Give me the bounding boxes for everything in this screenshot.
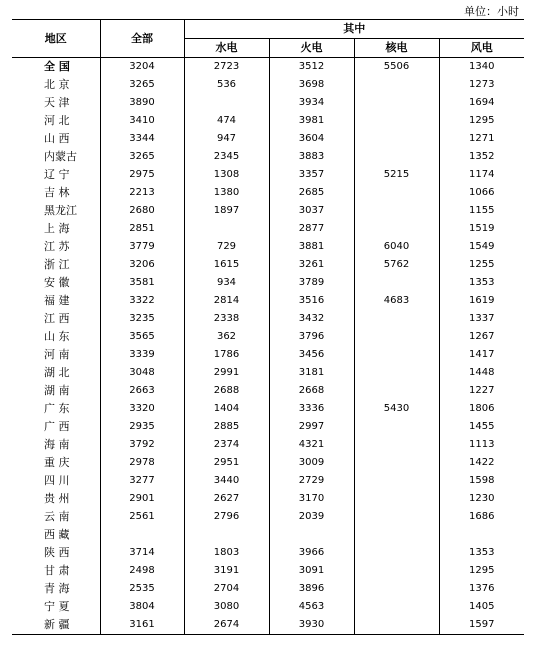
row-total: 2561 — [100, 508, 184, 526]
row-wind: 1155 — [469, 205, 495, 216]
row-wind: 1405 — [469, 601, 495, 612]
row-thermal: 3604 — [269, 130, 354, 148]
row-region: 西 藏 — [12, 526, 100, 544]
row-thermal: 2729 — [269, 472, 354, 490]
row-total: 2680 — [100, 202, 184, 220]
row-nuclear — [354, 148, 439, 166]
row-wind: 1295 — [469, 115, 495, 126]
row-nuclear: 5762 — [354, 256, 439, 274]
row-thermal: 4563 — [269, 598, 354, 616]
row-total: 3339 — [100, 346, 184, 364]
row-total: 3890 — [100, 94, 184, 112]
row-region: 甘 肃 — [12, 562, 100, 580]
row-region: 湖 南 — [12, 382, 100, 400]
row-total: 2498 — [100, 562, 184, 580]
row-wind: 1174 — [469, 169, 495, 180]
row-thermal: 3881 — [269, 238, 354, 256]
row-hydro: 1803 — [184, 544, 269, 562]
row-region: 辽 宁 — [12, 166, 100, 184]
row-wind: 1376 — [469, 583, 495, 594]
row-thermal: 3896 — [269, 580, 354, 598]
row-thermal: 2039 — [269, 508, 354, 526]
row-region: 江 苏 — [12, 238, 100, 256]
row-region: 上 海 — [12, 220, 100, 238]
row-hydro: 2674 — [184, 616, 269, 635]
row-hydro: 2991 — [184, 364, 269, 382]
row-region: 贵 州 — [12, 490, 100, 508]
row-wind: 1352 — [469, 151, 495, 162]
table-row — [12, 256, 524, 274]
table-row — [12, 346, 524, 364]
row-total: 3277 — [100, 472, 184, 490]
row-region: 陕 西 — [12, 544, 100, 562]
row-wind: 1255 — [469, 259, 495, 270]
row-wind: 1448 — [469, 367, 495, 378]
row-hydro: 2688 — [184, 382, 269, 400]
row-thermal: 4321 — [269, 436, 354, 454]
row-total: 3322 — [100, 292, 184, 310]
row-thermal: 3934 — [269, 94, 354, 112]
row-hydro: 2704 — [184, 580, 269, 598]
row-thermal: 2685 — [269, 184, 354, 202]
row-nuclear — [354, 112, 439, 130]
row-region: 广 东 — [12, 400, 100, 418]
table-row — [12, 58, 524, 77]
row-nuclear — [354, 220, 439, 238]
utilization-hours-table — [12, 19, 524, 635]
row-hydro: 729 — [184, 238, 269, 256]
row-total: 2213 — [100, 184, 184, 202]
row-thermal: 3181 — [269, 364, 354, 382]
row-region: 宁 夏 — [12, 598, 100, 616]
header-nuclear: 核电 — [354, 39, 439, 58]
row-wind: 1113 — [469, 439, 495, 450]
row-thermal: 3432 — [269, 310, 354, 328]
row-nuclear — [354, 310, 439, 328]
table-row — [12, 94, 524, 112]
row-hydro: 2885 — [184, 418, 269, 436]
row-hydro: 1615 — [184, 256, 269, 274]
table-row — [12, 76, 524, 94]
row-region: 河 南 — [12, 346, 100, 364]
row-wind — [439, 526, 524, 544]
row-hydro: 2345 — [184, 148, 269, 166]
row-total: 3265 — [100, 148, 184, 166]
row-thermal — [269, 526, 354, 544]
row-wind: 1417 — [469, 349, 495, 360]
row-total: 2663 — [100, 382, 184, 400]
row-nuclear — [354, 472, 439, 490]
table-row — [12, 580, 524, 598]
row-region: 内蒙古 — [12, 148, 100, 166]
row-thermal: 3261 — [269, 256, 354, 274]
row-total: 3581 — [100, 274, 184, 292]
row-total: 3804 — [100, 598, 184, 616]
row-thermal: 3512 — [269, 58, 354, 77]
row-hydro: 947 — [184, 130, 269, 148]
row-total: 3344 — [100, 130, 184, 148]
table-row — [12, 562, 524, 580]
row-total: 3792 — [100, 436, 184, 454]
row-hydro: 2627 — [184, 490, 269, 508]
row-region: 福 建 — [12, 292, 100, 310]
row-region: 广 西 — [12, 418, 100, 436]
table-row — [12, 454, 524, 472]
row-wind: 1694 — [469, 97, 495, 108]
row-nuclear — [354, 454, 439, 472]
row-thermal: 3966 — [269, 544, 354, 562]
row-region: 湖 北 — [12, 364, 100, 382]
row-region: 新 疆 — [12, 616, 100, 635]
row-wind: 1549 — [469, 241, 495, 252]
row-total: 3565 — [100, 328, 184, 346]
row-nuclear — [354, 274, 439, 292]
row-nuclear — [354, 382, 439, 400]
row-wind: 1340 — [469, 61, 495, 72]
row-region: 吉 林 — [12, 184, 100, 202]
row-nuclear — [354, 94, 439, 112]
table-row — [12, 418, 524, 436]
row-region: 海 南 — [12, 436, 100, 454]
row-nuclear: 5506 — [354, 58, 439, 77]
table-row — [12, 364, 524, 382]
row-total: 3204 — [100, 58, 184, 77]
row-thermal: 3037 — [269, 202, 354, 220]
row-hydro: 1380 — [184, 184, 269, 202]
row-wind: 1422 — [469, 457, 495, 468]
row-region: 天 津 — [12, 94, 100, 112]
header-region: 地区 — [12, 20, 100, 58]
row-wind: 1598 — [469, 475, 495, 486]
row-region: 四 川 — [12, 472, 100, 490]
row-total: 2535 — [100, 580, 184, 598]
row-region: 北 京 — [12, 76, 100, 94]
table-row — [12, 184, 524, 202]
row-total: 3048 — [100, 364, 184, 382]
row-hydro: 362 — [184, 328, 269, 346]
row-nuclear — [354, 508, 439, 526]
row-thermal: 2668 — [269, 382, 354, 400]
table-row — [12, 544, 524, 562]
table-row — [12, 112, 524, 130]
row-total: 2851 — [100, 220, 184, 238]
row-hydro: 1786 — [184, 346, 269, 364]
row-thermal: 3091 — [269, 562, 354, 580]
row-hydro: 474 — [184, 112, 269, 130]
row-hydro: 536 — [184, 76, 269, 94]
row-nuclear — [354, 580, 439, 598]
row-wind: 1271 — [469, 133, 495, 144]
table-row — [12, 274, 524, 292]
table-row — [12, 400, 524, 418]
row-hydro: 1308 — [184, 166, 269, 184]
row-thermal: 3796 — [269, 328, 354, 346]
row-wind: 1295 — [469, 565, 495, 576]
row-wind: 1273 — [469, 79, 495, 90]
row-nuclear — [354, 328, 439, 346]
table-row — [12, 202, 524, 220]
header-thermal: 火电 — [269, 39, 354, 58]
row-region: 黑龙江 — [12, 202, 100, 220]
row-nuclear: 5215 — [354, 166, 439, 184]
table-row — [12, 526, 524, 544]
row-hydro: 2951 — [184, 454, 269, 472]
table-row — [12, 148, 524, 166]
row-hydro: 3080 — [184, 598, 269, 616]
row-region: 重 庆 — [12, 454, 100, 472]
row-total: 2935 — [100, 418, 184, 436]
table-row — [12, 238, 524, 256]
row-hydro: 2338 — [184, 310, 269, 328]
row-nuclear: 4683 — [354, 292, 439, 310]
row-wind: 1806 — [469, 403, 495, 414]
row-wind: 1267 — [469, 331, 495, 342]
row-thermal: 2877 — [269, 220, 354, 238]
row-total: 3206 — [100, 256, 184, 274]
table-row — [12, 328, 524, 346]
row-wind: 1230 — [469, 493, 495, 504]
row-thermal: 3789 — [269, 274, 354, 292]
row-total: 3320 — [100, 400, 184, 418]
row-nuclear: 6040 — [354, 238, 439, 256]
row-hydro: 2374 — [184, 436, 269, 454]
row-hydro: 3440 — [184, 472, 269, 490]
row-thermal: 3336 — [269, 400, 354, 418]
row-total: 3161 — [100, 616, 184, 635]
row-hydro: 3191 — [184, 562, 269, 580]
table-row — [12, 130, 524, 148]
row-thermal: 3981 — [269, 112, 354, 130]
row-wind: 1353 — [469, 547, 495, 558]
table-row — [12, 616, 524, 635]
table-row — [12, 508, 524, 526]
row-hydro: 2723 — [184, 58, 269, 77]
row-thermal: 3698 — [269, 76, 354, 94]
row-nuclear — [354, 526, 439, 544]
table-row — [12, 472, 524, 490]
row-nuclear — [354, 490, 439, 508]
row-total: 3265 — [100, 76, 184, 94]
row-nuclear — [354, 418, 439, 436]
table-row — [12, 490, 524, 508]
row-region: 河 北 — [12, 112, 100, 130]
row-region: 江 西 — [12, 310, 100, 328]
row-total: 3779 — [100, 238, 184, 256]
row-region: 安 徽 — [12, 274, 100, 292]
unit-label: 单位：小时 — [464, 5, 519, 18]
row-hydro: 1404 — [184, 400, 269, 418]
row-region: 山 西 — [12, 130, 100, 148]
row-total: 2975 — [100, 166, 184, 184]
row-wind: 1455 — [469, 421, 495, 432]
row-thermal: 3170 — [269, 490, 354, 508]
row-region: 云 南 — [12, 508, 100, 526]
row-thermal: 3357 — [269, 166, 354, 184]
table-row — [12, 382, 524, 400]
header-group: 其中 — [184, 20, 524, 39]
row-hydro — [184, 526, 269, 544]
row-thermal: 3883 — [269, 148, 354, 166]
row-nuclear — [354, 616, 439, 635]
row-region: 全 国 — [12, 58, 100, 77]
row-nuclear — [354, 76, 439, 94]
row-wind: 1353 — [469, 277, 495, 288]
row-hydro: 934 — [184, 274, 269, 292]
row-wind: 1686 — [469, 511, 495, 522]
row-hydro: 2814 — [184, 292, 269, 310]
header-hydro: 水电 — [184, 39, 269, 58]
row-region: 浙 江 — [12, 256, 100, 274]
row-nuclear — [354, 346, 439, 364]
row-wind: 1597 — [439, 616, 524, 635]
row-nuclear — [354, 598, 439, 616]
row-nuclear — [354, 130, 439, 148]
table-row — [12, 166, 524, 184]
row-region: 山 东 — [12, 328, 100, 346]
row-wind: 1619 — [469, 295, 495, 306]
row-total: 3235 — [100, 310, 184, 328]
row-nuclear — [354, 184, 439, 202]
row-nuclear: 5430 — [354, 400, 439, 418]
row-wind: 1227 — [469, 385, 495, 396]
row-total: 2978 — [100, 454, 184, 472]
table-row — [12, 220, 524, 238]
row-hydro: 2796 — [184, 508, 269, 526]
row-nuclear — [354, 544, 439, 562]
row-total: 3714 — [100, 544, 184, 562]
row-wind: 1066 — [469, 187, 495, 198]
row-thermal: 2997 — [269, 418, 354, 436]
row-nuclear — [354, 436, 439, 454]
header-wind: 风电 — [439, 39, 524, 58]
table-row — [12, 310, 524, 328]
row-hydro — [184, 220, 269, 238]
row-thermal: 3456 — [269, 346, 354, 364]
row-wind: 1519 — [469, 223, 495, 234]
row-total: 3410 — [100, 112, 184, 130]
row-total — [100, 526, 184, 544]
row-total: 2901 — [100, 490, 184, 508]
row-region: 青 海 — [12, 580, 100, 598]
table-row — [12, 598, 524, 616]
table-row — [12, 436, 524, 454]
row-hydro: 1897 — [184, 202, 269, 220]
row-nuclear — [354, 364, 439, 382]
row-nuclear — [354, 562, 439, 580]
table-row — [12, 292, 524, 310]
row-wind: 1337 — [469, 313, 495, 324]
row-nuclear — [354, 202, 439, 220]
row-thermal: 3009 — [269, 454, 354, 472]
row-hydro — [184, 94, 269, 112]
header-total: 全部 — [100, 20, 184, 58]
row-thermal: 3516 — [269, 292, 354, 310]
row-thermal: 3930 — [269, 616, 354, 635]
